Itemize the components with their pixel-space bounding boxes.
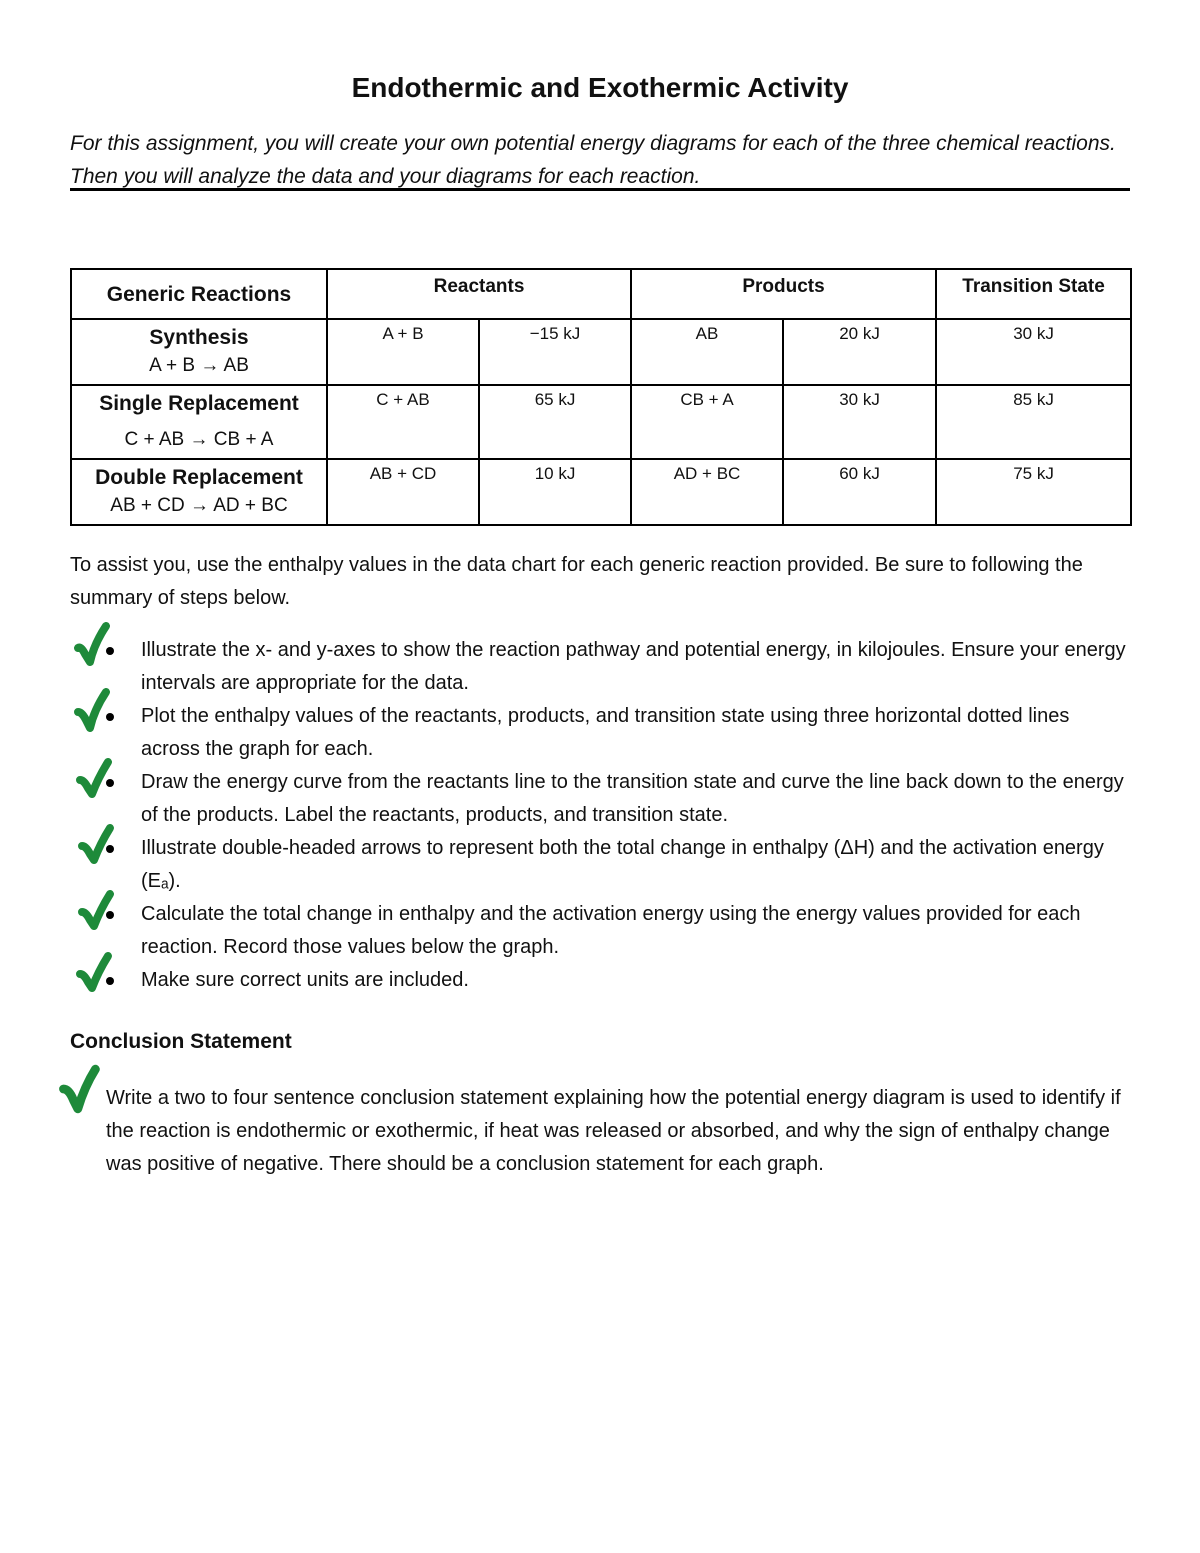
table-header-row: [71, 269, 1131, 319]
reaction-cell: [71, 319, 327, 385]
table-row: [71, 319, 1131, 385]
steps-list: [70, 634, 1130, 997]
header-generic-reactions: Generic Reactions: [71, 269, 327, 319]
reactant-energy: −15 kJ: [479, 319, 631, 385]
checkmark-icon: [72, 622, 112, 666]
table-row: [71, 459, 1131, 525]
step-text: Illustrate double-headed arrows to represent both the total change in enthalpy (ΔH) and the activation energy (Eₐ).: [141, 837, 1104, 892]
list-item: [70, 898, 1130, 964]
step-text: Make sure correct units are included.: [141, 969, 469, 991]
reaction-equation: A + B → AB: [149, 355, 249, 376]
product-energy: 30 kJ: [783, 385, 936, 459]
intro-text: For this assignment, you will create your own potential energy diagrams for each of the three chemical reactions. Then you will analyze the data and your diagrams for each reaction.: [70, 132, 1116, 188]
checkmark-icon: [58, 1064, 102, 1114]
reactant-energy: 10 kJ: [479, 459, 631, 525]
list-item: [70, 832, 1130, 898]
step-text: Illustrate the x- and y-axes to show the reaction pathway and potential energy, in kilojoules. Ensure your energy intervals are appropriate for the data.: [141, 639, 1126, 694]
list-item: [70, 964, 1130, 997]
conclusion-text: Write a two to four sentence conclusion statement explaining how the potential energy diagram is used to identify if the reaction is endothermic or exothermic, if heat was released or absorbed, and why the sign of enthalpy change was positive of negative. There should be a conclusion statement for each graph.: [106, 1087, 1121, 1175]
checkmark-icon: [72, 688, 112, 732]
conclusion-heading: Conclusion Statement: [70, 1030, 292, 1053]
product-formula: AB: [631, 319, 783, 385]
checkmark-icon: [76, 822, 116, 866]
reactant-energy: 65 kJ: [479, 385, 631, 459]
list-item: [70, 766, 1130, 832]
header-products: Products: [631, 269, 936, 319]
header-reactants: Reactants: [327, 269, 631, 319]
step-text: Calculate the total change in enthalpy and the activation energy using the energy values provided for each reaction. Record those values below the graph.: [141, 903, 1081, 958]
reactant-formula: A + B: [327, 319, 479, 385]
checkmark-icon: [76, 888, 116, 932]
reaction-equation: AB + CD → AD + BC: [110, 495, 288, 516]
reaction-data-table: [70, 268, 1132, 526]
reaction-equation: C + AB → CB + A: [124, 429, 274, 450]
transition-energy: 75 kJ: [936, 459, 1131, 525]
assist-paragraph: To assist you, use the enthalpy values in the data chart for each generic reaction provided. Be sure to following the summary of steps below.: [70, 554, 1083, 609]
divider: [70, 188, 1130, 191]
transition-energy: 85 kJ: [936, 385, 1131, 459]
product-energy: 20 kJ: [783, 319, 936, 385]
reaction-name: Double Replacement: [95, 466, 303, 489]
reactant-formula: AB + CD: [327, 459, 479, 525]
reaction-cell: [71, 385, 327, 459]
header-transition-state: Transition State: [936, 269, 1131, 319]
checkmark-icon: [74, 756, 114, 800]
page-title: Endothermic and Exothermic Activity: [351, 72, 849, 103]
step-text: Draw the energy curve from the reactants line to the transition state and curve the line back down to the energy of the products. Label the reactants, products, and transition state.: [141, 771, 1124, 826]
list-item: [70, 700, 1130, 766]
list-item: [70, 634, 1130, 700]
product-energy: 60 kJ: [783, 459, 936, 525]
product-formula: AD + BC: [631, 459, 783, 525]
reaction-name: Single Replacement: [99, 392, 299, 415]
step-text: Plot the enthalpy values of the reactants, products, and transition state using three horizontal dotted lines across the graph for each.: [141, 705, 1070, 760]
table-row: [71, 385, 1131, 459]
transition-energy: 30 kJ: [936, 319, 1131, 385]
reactant-formula: C + AB: [327, 385, 479, 459]
checkmark-icon: [74, 950, 114, 994]
reaction-name: Synthesis: [149, 326, 249, 349]
product-formula: CB + A: [631, 385, 783, 459]
reaction-cell: [71, 459, 327, 525]
